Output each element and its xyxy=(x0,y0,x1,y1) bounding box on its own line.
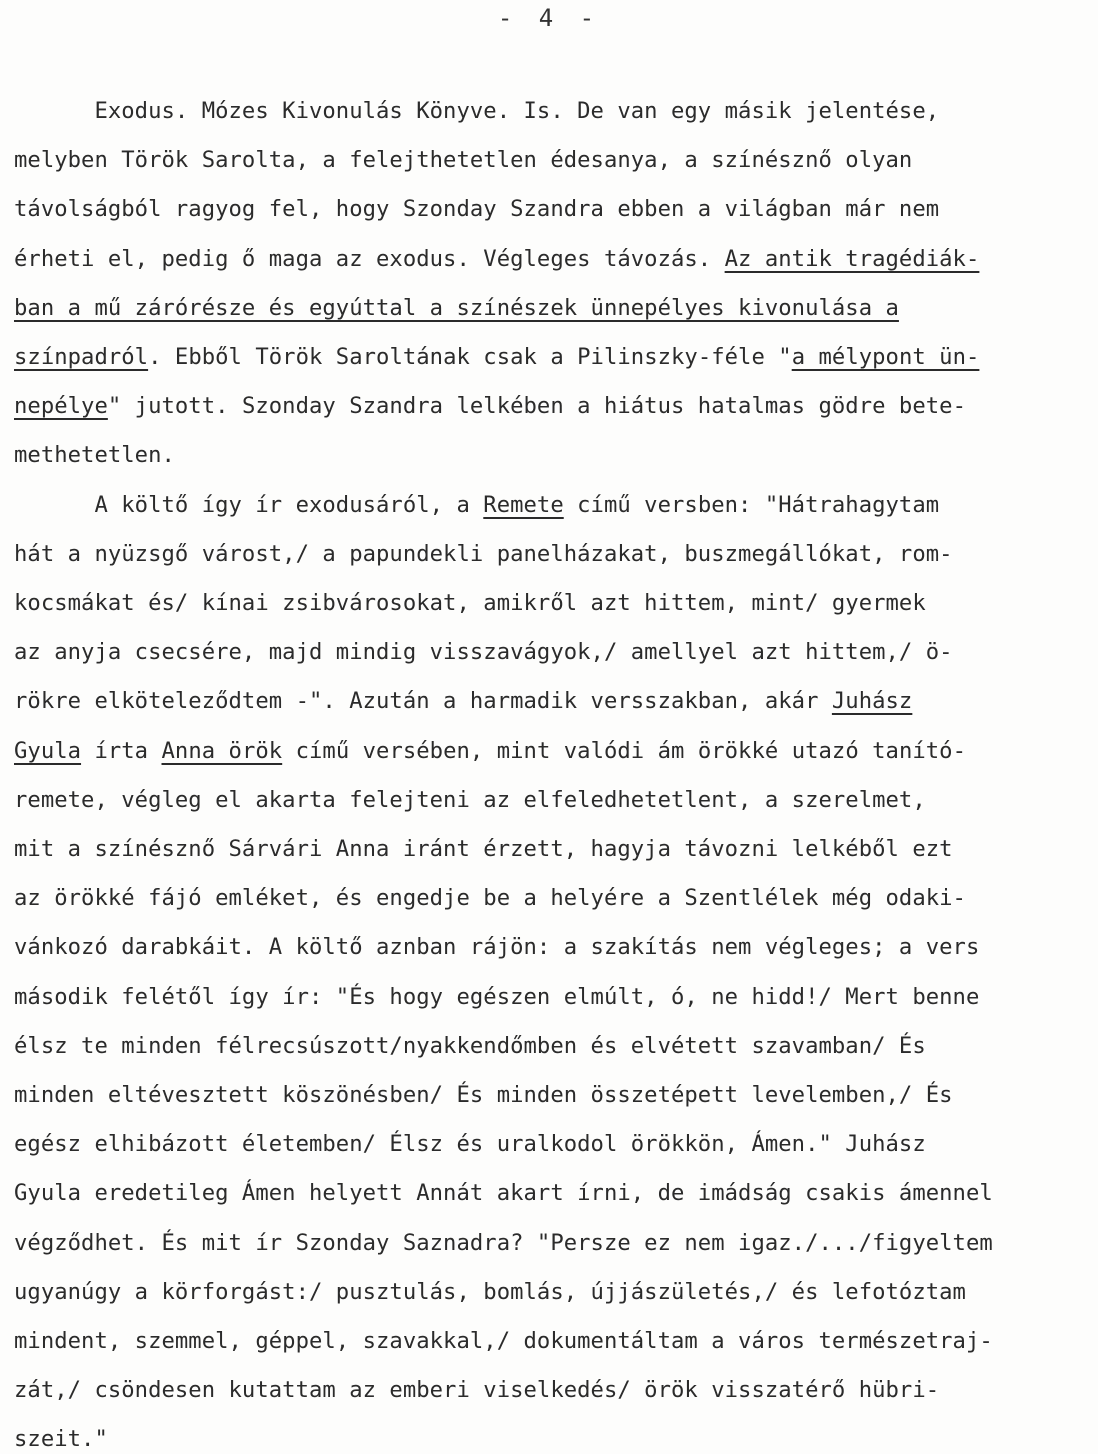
text-segment: Gyula eredetileg Ámen helyett Annát akart írni, de imádság csakis ámennel xyxy=(14,1180,993,1207)
text-line xyxy=(14,736,966,766)
text-segment: zát,/ csöndesen kutattam az emberi viselkedés/ örök visszatérő hübri- xyxy=(14,1377,940,1404)
text-segment: érheti el, pedig ő maga az exodus. Végleges távozás. xyxy=(14,245,725,272)
text-line xyxy=(14,194,939,224)
text-line xyxy=(14,785,926,815)
text-line xyxy=(14,342,979,372)
text-line xyxy=(14,1375,939,1405)
text-line xyxy=(14,883,966,913)
text-line xyxy=(14,391,966,421)
underlined-text: színpadról xyxy=(14,344,149,370)
text-segment: minden eltévesztett köszönésben/ És minden összetépett levelemben,/ És xyxy=(14,1082,953,1108)
text-segment: Exodus. Mózes Kivonulás Könyve. Is. De van egy másik jelentése, xyxy=(14,98,940,124)
underlined-text: Anna örök xyxy=(161,737,283,764)
text-line xyxy=(14,1228,993,1258)
text-line xyxy=(14,1326,993,1356)
text-segment: A költő így ír exodusáról, a xyxy=(14,491,484,518)
text-segment: methetetlen. xyxy=(14,442,175,469)
text-segment: mit a színésznő Sárvári Anna iránt érzett, hagyja távozni lelkéből ezt xyxy=(14,836,953,862)
text-segment: vánkozó darabkáit. A költő aznban rájön: a szakítás nem végleges; a vers xyxy=(14,934,980,961)
text-line xyxy=(14,588,926,618)
underlined-text: Juhász xyxy=(831,688,913,715)
text-segment: . Ebből Török Saroltának csak a Pilinszky-féle " xyxy=(148,344,792,370)
text-line xyxy=(14,244,979,274)
text-segment: az anyja csecsére, majd mindig visszavágyok,/ amellyel azt hittem,/ ö- xyxy=(14,639,953,666)
text-segment: végződhet. És mit ír Szonday Saznadra? "Persze ez nem igaz./.../figyeltem xyxy=(14,1229,993,1256)
text-segment: távolságból ragyog fel, hogy Szonday Szandra ebben a világban már nem xyxy=(14,196,940,223)
text-segment: ugyanúgy a körforgást:/ pusztulás, bomlás, újjászületés,/ és lefotóztam xyxy=(14,1278,966,1305)
underlined-text: nepélye xyxy=(14,393,108,420)
text-line xyxy=(14,1129,926,1159)
text-line xyxy=(14,1424,108,1454)
text-line xyxy=(14,982,979,1012)
text-line xyxy=(14,637,953,667)
text-line xyxy=(14,1277,966,1307)
page-number: - 4 - xyxy=(497,4,601,32)
underlined-text: ban a mű zárórésze és egyúttal a színészek ünnepélyes kivonulása a xyxy=(14,294,899,321)
underlined-text: a mélypont ün- xyxy=(791,344,980,370)
text-line xyxy=(14,1178,993,1208)
underlined-text: Remete xyxy=(483,491,564,518)
text-segment: című versben: "Hátrahagytam xyxy=(563,491,940,518)
text-line xyxy=(14,834,953,864)
text-line xyxy=(14,440,175,470)
text-segment: az örökké fájó emléket, és engedje be a helyére a Szentlélek még odaki- xyxy=(14,885,966,912)
text-line xyxy=(14,96,939,126)
underlined-text: Gyula xyxy=(14,737,82,764)
text-segment: kocsmákat és/ kínai zsibvárosokat, amikről azt hittem, mint/ gyermek xyxy=(14,590,926,616)
text-segment: élsz te minden félrecsúszott/nyakkendőmben és elvétett szavamban/ És xyxy=(14,1032,926,1059)
text-segment: című versében, mint valódi ám örökké utazó tanító- xyxy=(282,737,966,764)
text-line xyxy=(14,293,899,323)
text-segment: melyben Török Sarolta, a felejthetetlen édesanya, a színésznő olyan xyxy=(14,147,913,174)
text-segment: rökre elköteleződtem -". Azután a harmadik versszakban, akár xyxy=(14,688,832,715)
text-segment: " jutott. Szonday Szandra lelkében a hiátus hatalmas gödre bete- xyxy=(107,393,966,420)
underlined-text: Az antik tragédiák- xyxy=(724,245,980,272)
text-line xyxy=(14,539,953,569)
text-line xyxy=(14,490,939,520)
text-line xyxy=(14,1031,926,1061)
text-line xyxy=(14,1080,953,1110)
text-segment: mindent, szemmel, géppel, szavakkal,/ dokumentáltam a város természetraj- xyxy=(14,1328,993,1354)
text-segment: szeit." xyxy=(14,1426,108,1453)
text-segment: írta xyxy=(81,737,162,764)
text-segment: egész elhibázott életemben/ Élsz és uralkodol örökkön, Ámen." Juhász xyxy=(14,1131,926,1158)
text-segment: remete, végleg el akarta felejteni az elfeledhetetlent, a szerelmet, xyxy=(14,786,926,813)
text-segment: második felétől így ír: "És hogy egészen elmúlt, ó, ne hidd!/ Mert benne xyxy=(14,983,980,1010)
text-line xyxy=(14,932,979,962)
text-line xyxy=(14,686,912,716)
text-segment: hát a nyüzsgő várost,/ a papundekli panelházakat, buszmegállókat, rom- xyxy=(14,540,953,567)
text-line xyxy=(14,145,912,175)
